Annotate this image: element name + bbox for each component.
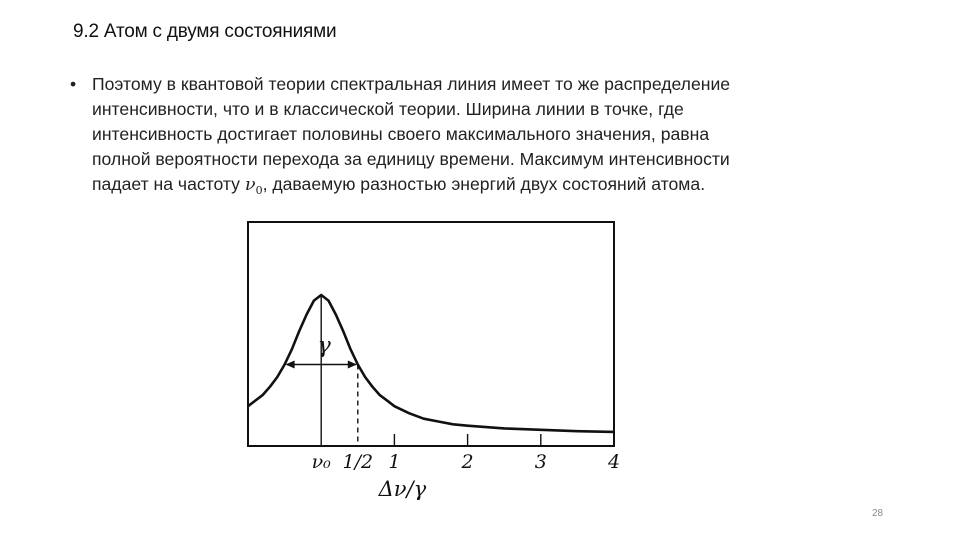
nu-subscript: 0 bbox=[255, 184, 263, 197]
text-line: полной вероятности перехода за единицу времени. Максимум интенсивности bbox=[92, 149, 730, 169]
slide-title: 9.2 Атом с двумя состояниями bbox=[73, 21, 337, 42]
text-line: интенсивность достигает половины своего максимального значения, равна bbox=[92, 124, 710, 144]
line-profile-chart bbox=[230, 210, 650, 500]
plot-frame bbox=[248, 222, 614, 446]
text-line: Поэтому в квантовой теории спектральная линия имеет то же распределение bbox=[92, 74, 731, 94]
x-tick-label: 2 bbox=[461, 451, 474, 473]
nu-zero-symbol bbox=[245, 175, 263, 195]
text-fragment: падает на частоту bbox=[92, 174, 245, 194]
page-number: 28 bbox=[872, 508, 884, 519]
series-line bbox=[248, 295, 614, 432]
bullet-text bbox=[92, 72, 730, 203]
text-fragment: , даваемую разностью энергий двух состояний атома. bbox=[262, 174, 706, 194]
bullet-marker: • bbox=[70, 74, 77, 94]
x-tick-label: 1 bbox=[388, 451, 401, 473]
text-line: интенсивности, что и в классической теории. Ширина линии в точке, где bbox=[92, 99, 684, 119]
x-axis-label: Δν/γ bbox=[378, 477, 427, 500]
x-tick-label: 4 bbox=[607, 451, 621, 473]
x-tick-label: 3 bbox=[534, 451, 547, 473]
text-line-with-symbol bbox=[92, 172, 730, 203]
x-tick-label: 1/2 bbox=[342, 451, 374, 473]
x-tick-label: ν₀ bbox=[311, 451, 331, 473]
gamma-annotation: γ bbox=[317, 333, 331, 359]
nu-letter: ν bbox=[244, 175, 256, 195]
